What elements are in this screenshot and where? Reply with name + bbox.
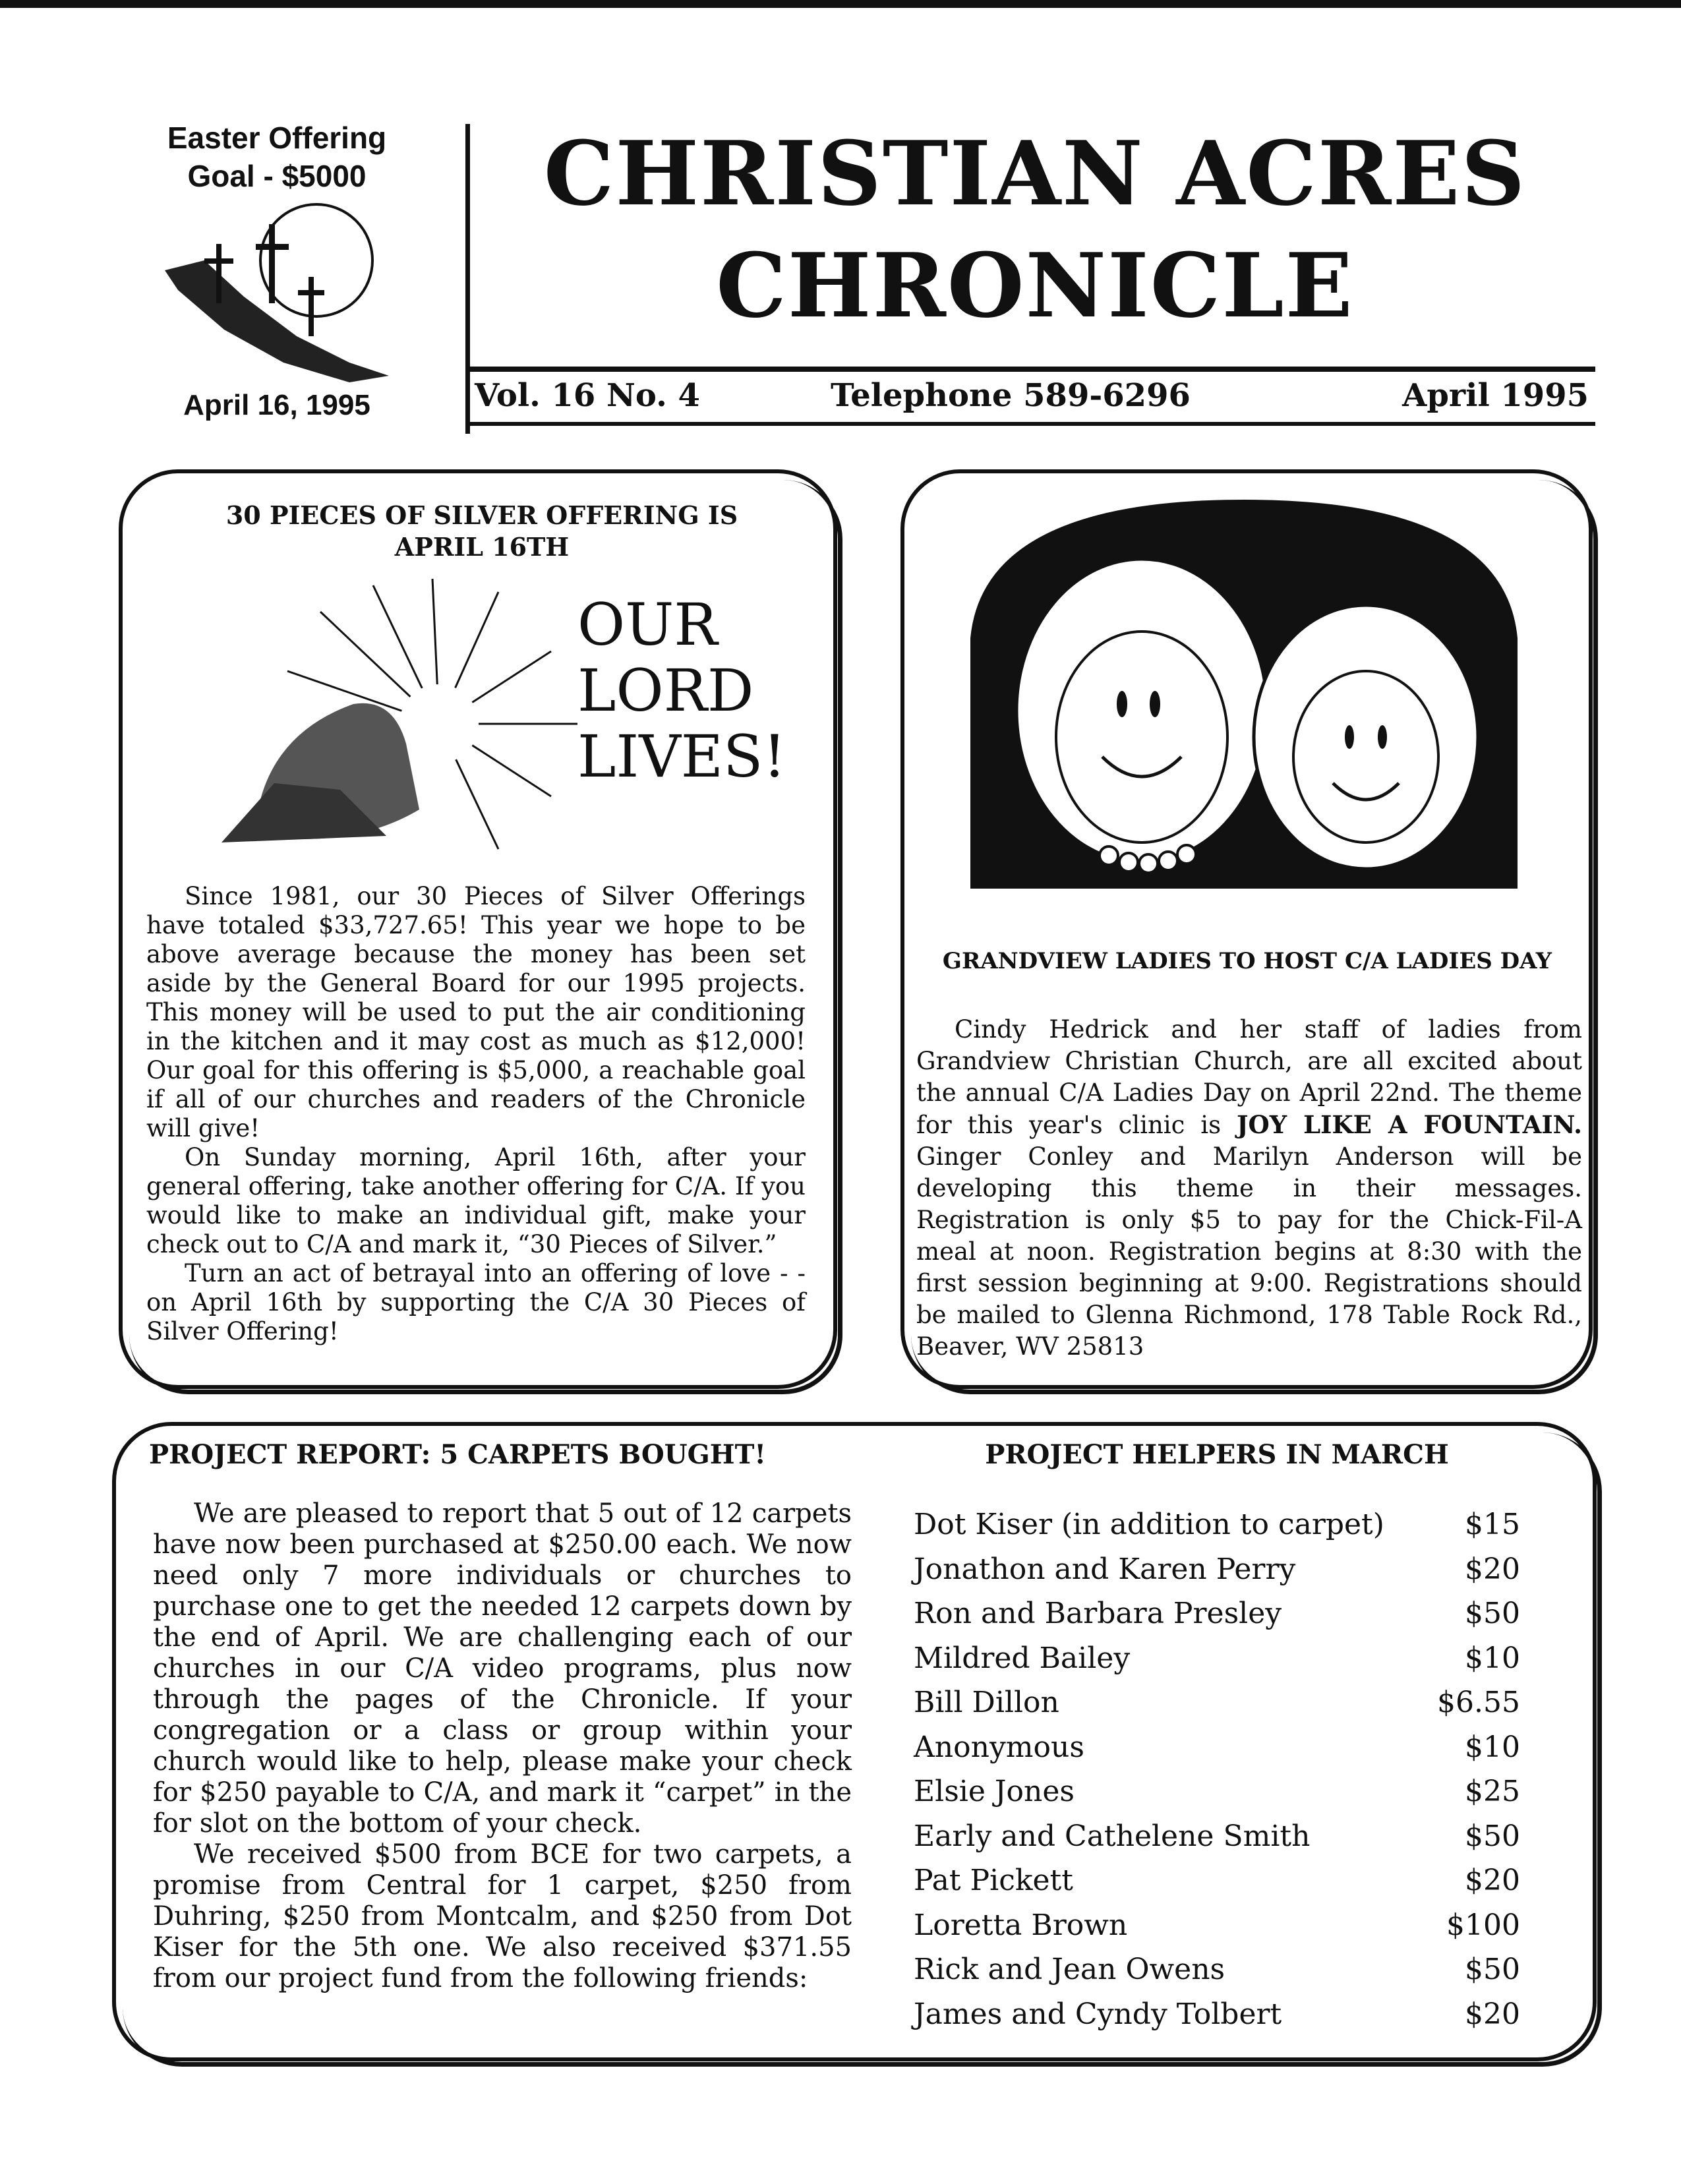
helper-name: Elsie Jones	[914, 1775, 1075, 1808]
silver-offering-title-line2: APRIL 16TH	[394, 532, 570, 562]
project-paragraph: We received $500 from BCE for two carpets, a promise from Central for 1 carpet, $250 from Duhring, $250 from Montcalm, and $250 from Dot Kiser for the 5th one. We also received $371.55 from our project fund from the following friends:	[153, 1839, 852, 1993]
ladies-day-paragraph	[916, 1014, 1582, 1363]
helper-name: Early and Cathelene Smith	[914, 1819, 1311, 1853]
art-text-lord: LORD	[577, 657, 754, 724]
helper-name: Jonathon and Karen Perry	[914, 1552, 1296, 1586]
helper-name: Ron and Barbara Presley	[914, 1597, 1282, 1630]
helper-amount: $50	[1465, 1953, 1520, 1986]
list-item	[914, 1950, 1520, 1995]
ladies-theme: JOY LIKE A FOUNTAIN.	[1236, 1110, 1582, 1139]
top-rule	[0, 0, 1681, 8]
list-item	[914, 1817, 1520, 1862]
silver-paragraph: On Sunday morning, April 16th, after your general offering, take another offering for C/A. If you would like to make an individual gift, make your check out to C/A and mark it, “30 Pieces of Silver.”	[146, 1143, 806, 1258]
helper-amount: $50	[1465, 1819, 1520, 1853]
list-item	[914, 1772, 1520, 1817]
project-paragraph: We are pleased to report that 5 out of 12 carpets have now been purchased at $250.00 each. We now need only 7 more individuals or churches to purchase one to get the needed 12 carpets down by the end of April. We are challenging each of our churches in our C/A video programs, plus now through the pages of the Chronicle. If your congregation or a class or group within your church would like to help, please make your check for $250 payable to C/A, and mark it “carpet” in the for slot on the bottom of your check.	[153, 1498, 852, 1839]
helper-amount: $15	[1465, 1508, 1520, 1541]
project-helpers-list	[914, 1505, 1520, 2039]
helper-amount: $50	[1465, 1597, 1520, 1630]
helper-amount: $10	[1465, 1730, 1520, 1764]
art-text-our: OUR	[577, 591, 718, 659]
silver-offering-title	[162, 500, 802, 563]
helper-amount: $20	[1465, 1997, 1520, 2031]
list-item	[914, 1505, 1520, 1550]
volume-number: Vol. 16 No. 4	[475, 377, 700, 414]
silver-paragraph: Turn an act of betrayal into an offering of love - - on April 16th by supporting the C/A 30 Pieces of Silver Offering!	[146, 1259, 806, 1345]
masthead-info-bar	[475, 376, 1589, 419]
masthead-title	[475, 117, 1595, 341]
helper-name: Mildred Bailey	[914, 1641, 1131, 1675]
easter-date: April 16, 1995	[183, 389, 370, 421]
easter-offering-notice	[132, 119, 422, 195]
helper-amount: $6.55	[1437, 1686, 1520, 1719]
list-item	[914, 1594, 1520, 1639]
masthead-title-line1: CHRISTIAN ACRES	[543, 121, 1527, 225]
list-item	[914, 1550, 1520, 1595]
ladies-day-body	[916, 1014, 1582, 1363]
ladies-text-after-theme: Ginger Conley and Marilyn Anderson will be developing this theme in their messages. Registration is only $5 to pay for the Chick-Fil-A meal at noon. Registration begins at 8:30 with the first session beginning at 9:00. Registrations should be mailed to Glenna Richmond, 178 Table Rock Rd., Beaver, WV 25813	[916, 1142, 1582, 1361]
masthead-rule-top	[465, 367, 1595, 372]
helper-name: Pat Pickett	[914, 1864, 1073, 1897]
easter-offering-line1: Easter Offering	[167, 121, 387, 155]
three-crosses-icon	[152, 198, 415, 389]
helper-name: Loretta Brown	[914, 1908, 1128, 1942]
art-text-lives: LIVES!	[577, 723, 786, 790]
helper-amount: $20	[1465, 1552, 1520, 1586]
telephone-number: Telephone 589-6296	[831, 377, 1191, 414]
helper-amount: $10	[1465, 1641, 1520, 1675]
masthead-title-line2: CHRONICLE	[716, 233, 1354, 338]
silver-offering-article	[119, 469, 837, 1389]
list-item	[914, 1683, 1520, 1728]
helper-name: Anonymous	[914, 1730, 1084, 1764]
masthead-rule-bottom	[465, 422, 1595, 426]
helper-amount: $20	[1465, 1864, 1520, 1897]
silver-paragraph: Since 1981, our 30 Pieces of Silver Offerings have totaled $33,727.65! This year we hope to be above average because the money has been set aside by the General Board for our 1995 projects. This money will be used to put the air conditioning in the kitchen and it may cost as much as $12,000! Our goal for this offering is $5,000, a reachable goal if all of our churches and readers of the Chronicle will give!	[146, 882, 806, 1142]
easter-offering-goal: Goal - $5000	[187, 159, 367, 193]
silver-offering-title-line1: 30 PIECES OF SILVER OFFERING IS	[225, 500, 738, 530]
ladies-text-before-theme: Cindy Hedrick and her staff of ladies from Grandview Christian Church, are all excited about the annual C/A Ladies Day on April 22nd. The theme for this year's clinic is	[916, 1015, 1582, 1139]
list-item	[914, 1995, 1520, 2040]
project-helpers-title: PROJECT HELPERS IN MARCH	[985, 1439, 1449, 1470]
list-item	[914, 1861, 1520, 1906]
empty-tomb-illustration	[156, 572, 808, 856]
ladies-day-title: GRANDVIEW LADIES TO HOST C/A LADIES DAY	[942, 948, 1552, 974]
two-ladies-illustration	[944, 493, 1544, 889]
issue-date: April 1995	[1402, 377, 1589, 414]
helper-amount: $100	[1446, 1908, 1520, 1942]
helper-name: James and Cyndy Tolbert	[914, 1997, 1282, 2031]
project-report-body	[153, 1498, 852, 1994]
ladies-day-article	[900, 469, 1593, 1389]
list-item	[914, 1906, 1520, 1951]
helper-amount: $25	[1465, 1775, 1520, 1808]
project-report-title: PROJECT REPORT: 5 CARPETS BOUGHT!	[149, 1439, 766, 1470]
list-item	[914, 1639, 1520, 1684]
project-report-section	[112, 1422, 1597, 2061]
silver-offering-body	[146, 882, 806, 1346]
helper-name: Rick and Jean Owens	[914, 1953, 1225, 1986]
helper-name: Bill Dillon	[914, 1686, 1059, 1719]
helper-name: Dot Kiser (in addition to carpet)	[914, 1508, 1384, 1541]
list-item	[914, 1728, 1520, 1773]
header-divider	[465, 124, 470, 434]
